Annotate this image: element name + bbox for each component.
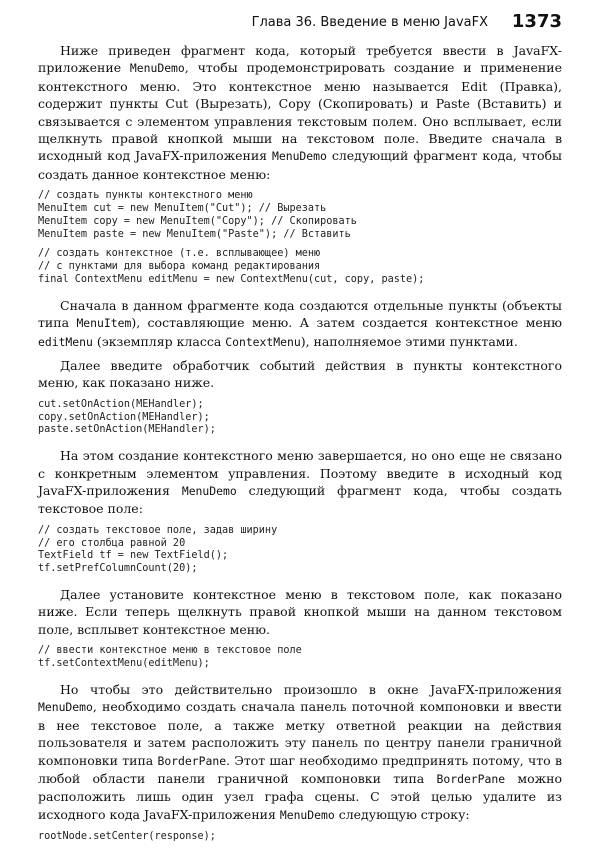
code-line: MenuItem cut = new MenuItem("Cut"); // Вырезать — [38, 203, 327, 215]
code-line: tf.setContextMenu(editMenu); — [38, 658, 210, 670]
code-line: // создать контекстное (т.е. всплывающее) меню — [38, 248, 321, 260]
text-run: (экземпляр класса — [92, 333, 226, 349]
text-run: следующую строку: — [334, 806, 470, 822]
code-line: // его столбца равной 20 — [38, 537, 186, 549]
text-run: ), составляющие меню. А затем создается контекстное меню — [131, 315, 562, 331]
inline-code: ContextMenu — [225, 334, 301, 349]
inline-code: MenuDemo — [279, 807, 335, 822]
text-run: Далее введите обработчик событий действия в пункты контекстного меню, как показано ниже. — [38, 358, 562, 391]
code-line: // создать текстовое поле, задав ширину — [38, 524, 278, 536]
code-block — [38, 190, 562, 287]
code-line: MenuItem paste = new MenuItem("Paste"); // Вставить — [38, 228, 351, 240]
paragraph — [38, 357, 562, 392]
code-block — [38, 831, 562, 844]
text-run: ), наполняемое этими пунктами. — [300, 333, 518, 349]
code-block — [38, 645, 562, 671]
paragraph — [38, 447, 562, 518]
code-line: // создать пункты контекстного меню — [38, 190, 253, 202]
code-block — [38, 525, 562, 576]
code-block — [38, 399, 562, 437]
inline-code: editMenu — [38, 334, 93, 349]
paragraph — [38, 586, 562, 638]
page-body — [38, 42, 562, 854]
page-number: 1373 — [511, 11, 562, 32]
inline-code: MenuItem — [76, 316, 132, 331]
code-line: copy.setOnAction(MEHandler); — [38, 411, 210, 423]
code-line: tf.setPrefColumnCount(20); — [38, 563, 198, 575]
code-line: final ContextMenu editMenu = new ContextMenu(cut, copy, paste); — [38, 274, 425, 286]
paragraph — [38, 297, 562, 351]
code-line: paste.setOnAction(MEHandler); — [38, 424, 216, 436]
text-run: Ниже приведен фрагмент кода, который требуется ввести в JavaFX-приложение — [38, 43, 562, 76]
inline-code: MenuDemo — [272, 149, 327, 164]
paragraph — [38, 42, 562, 183]
code-line: cut.setOnAction(MEHandler); — [38, 398, 204, 410]
text-run: , необходимо создать сначала панель поточной компоновки и ввести в нее текстовое поле, а также метку ответной реакции на действия пользователя и затем расположить эту панель по центру панели граничной компоновки типа — [38, 699, 562, 768]
text-run: можно расположить лишь один узел графа сцены. С этой целью удалите из исходного кода JavaFX-приложения — [38, 770, 562, 822]
code-blank-line — [38, 241, 562, 248]
inline-code: BorderPane — [436, 771, 506, 786]
inline-code: MenuDemo — [181, 484, 237, 499]
inline-code: MenuDemo — [38, 700, 93, 715]
code-line: // ввести контекстное меню в текстовое поле — [38, 645, 302, 657]
code-line: TextField tf = new TextField(); — [38, 550, 229, 562]
text-run: следующий фрагмент кода, чтобы создать текстовое поле: — [38, 483, 562, 517]
code-line: rootNode.setCenter(response); — [38, 831, 216, 843]
text-run: , чтобы продемонстрировать создание и применение контекстного меню. Это контекстное меню называется Edit (Правка), содержит пункты Cut (Вырезать), Copy (Скопировать) и Paste (Вставить) и связывается с элементом управления текстовым полем. Оно всплывает, если щелкнуть правой кнопкой мыши на текстовом поле. Введите сначала в исходный код JavaFX-приложения — [38, 60, 562, 164]
text-run: Далее установите контекстное меню в текстовом поле, как показано ниже. Если теперь щелкнуть правой кнопкой мыши на данном текстовом поле, всплывет контекстное меню. — [38, 587, 562, 637]
text-run: следующий фрагмент кода, чтобы создать данное контекстное меню: — [38, 148, 563, 182]
text-run: На этом создание контекстного меню завершается, но оно еще не связано с конкретным элементом управления. Поэтому введите в исходный код JavaFX-приложения — [38, 448, 562, 499]
inline-code: BorderPane — [157, 753, 227, 768]
page-header — [38, 10, 562, 36]
text-run: . Этот шаг необходимо предпринять потому, что в любой области панели граничной компоновки типа — [38, 752, 562, 786]
inline-code: MenuDemo — [129, 61, 185, 76]
code-line: // с пунктами для выбора команд редактирования — [38, 261, 321, 273]
text-run: Но чтобы это действительно произошло в окне JavaFX-приложения — [60, 681, 562, 697]
paragraph — [38, 681, 562, 824]
chapter-title: Глава 36. Введение в меню JavaFX — [251, 15, 488, 30]
code-line: MenuItem copy = new MenuItem("Copy"); // Скопировать — [38, 215, 357, 227]
text-run: Сначала в данном фрагменте кода создаются отдельные пункты (объекты типа — [38, 297, 562, 331]
